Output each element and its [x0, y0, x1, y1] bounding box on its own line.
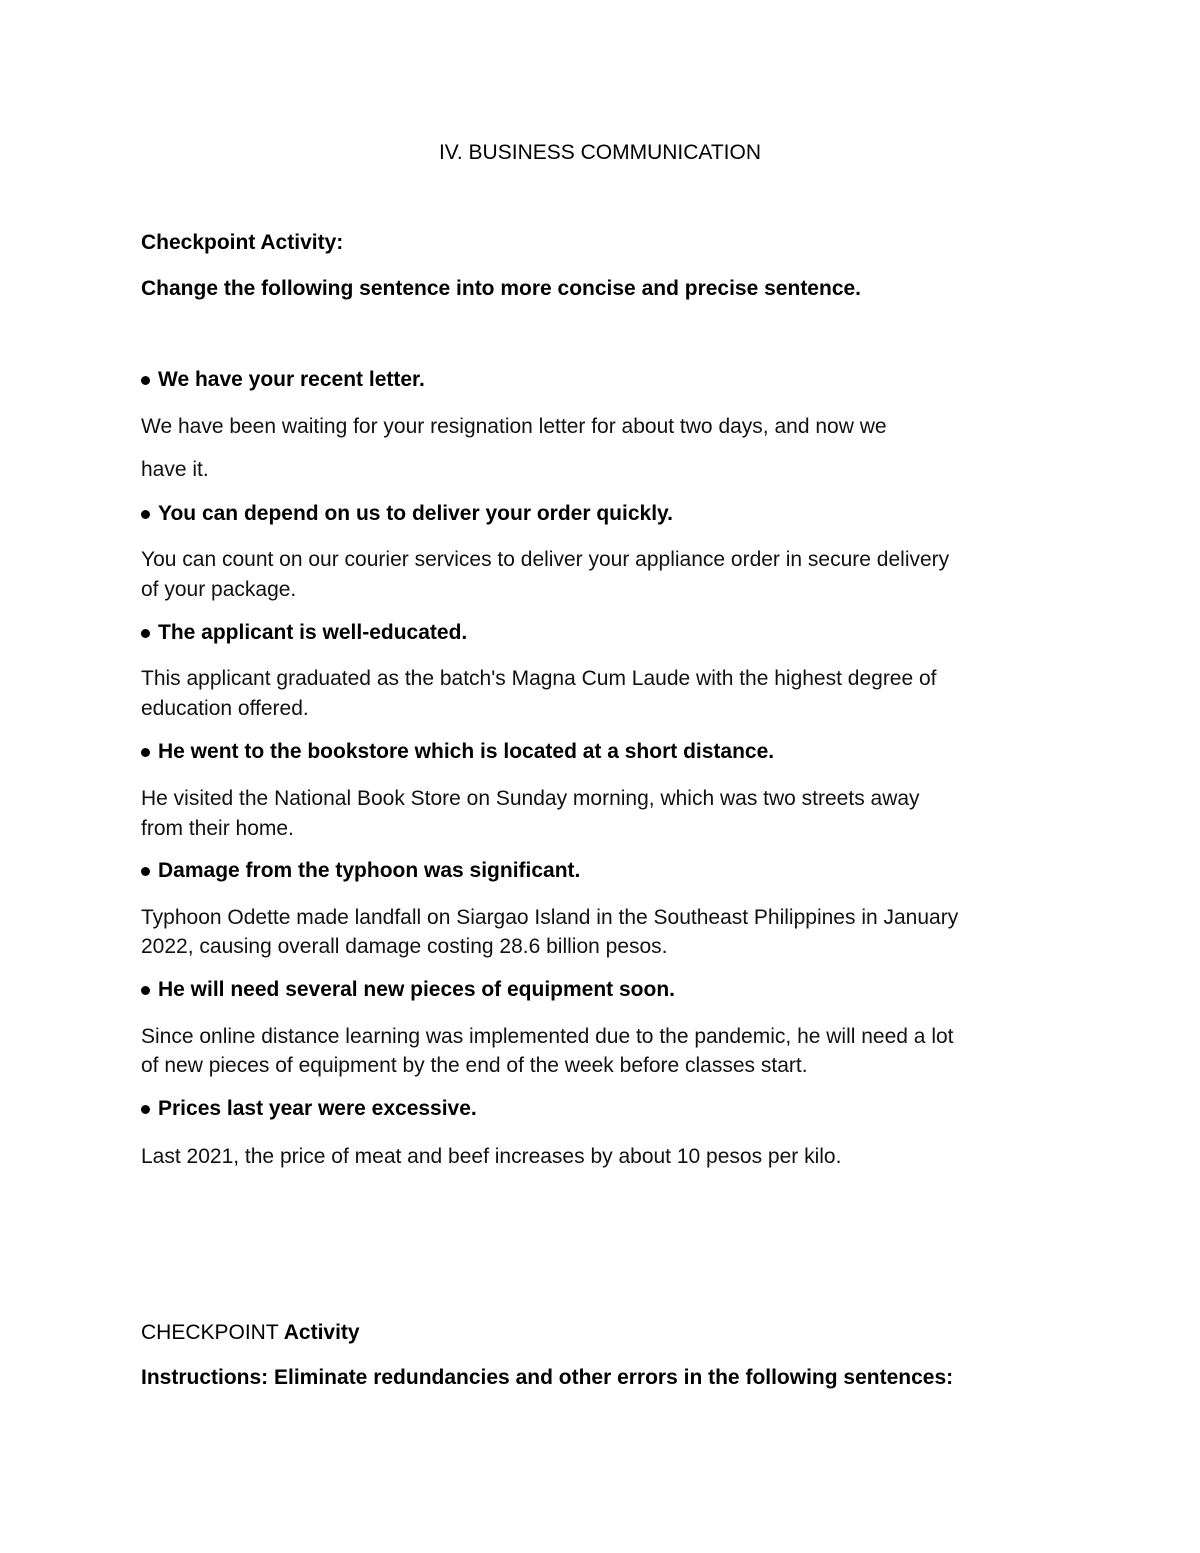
bullet-icon — [141, 986, 150, 995]
item-prompt-text: Prices last year were excessive. — [158, 1097, 477, 1120]
bullet-icon — [141, 510, 150, 519]
item-prompt — [141, 502, 673, 526]
item-answer-line: He visited the National Book Store on Sunday morning, which was two streets away — [141, 787, 920, 810]
item-answer-line: education offered. — [141, 697, 309, 720]
item-prompt-text: The applicant is well-educated. — [158, 621, 468, 644]
checkpoint2-prefix: CHECKPOINT — [141, 1321, 279, 1344]
item-answer-line: 2022, causing overall damage costing 28.6 billion pesos. — [141, 935, 668, 958]
bullet-icon — [141, 629, 150, 638]
page-title: IV. BUSINESS COMMUNICATION — [438, 141, 762, 164]
item-answer-line: of your package. — [141, 578, 297, 601]
item-prompt — [141, 740, 774, 764]
item-answer-line: Last 2021, the price of meat and beef increases by about 10 pesos per kilo. — [141, 1145, 842, 1168]
item-prompt-text: He went to the bookstore which is located at a short distance. — [158, 740, 775, 763]
bullet-icon — [141, 748, 150, 757]
bullet-icon — [141, 376, 150, 385]
item-answer-line: have it. — [141, 458, 209, 481]
item-prompt — [141, 621, 467, 645]
bullet-icon — [141, 1105, 150, 1114]
activity-instruction: Change the following sentence into more concise and precise sentence. — [141, 277, 862, 300]
item-prompt-text: You can depend on us to deliver your order quickly. — [158, 502, 673, 525]
item-answer-line: Typhoon Odette made landfall on Siargao Island in the Southeast Philippines in January — [141, 906, 959, 929]
checkpoint2-heading — [141, 1321, 360, 1345]
item-prompt-text: Damage from the typhoon was significant. — [158, 859, 581, 882]
item-prompt-text: We have your recent letter. — [158, 368, 425, 391]
item-answer-line: You can count on our courier services to deliver your appliance order in secure delivery — [141, 548, 950, 571]
item-prompt — [141, 1097, 477, 1121]
checkpoint2-suffix: Activity — [278, 1321, 360, 1344]
item-prompt-text: He will need several new pieces of equipment soon. — [158, 978, 675, 1001]
item-prompt — [141, 859, 580, 883]
item-answer-line: This applicant graduated as the batch's Magna Cum Laude with the highest degree of — [141, 667, 937, 690]
activity-heading: Checkpoint Activity: — [141, 231, 344, 254]
item-prompt — [141, 368, 425, 392]
item-answer-line: We have been waiting for your resignation letter for about two days, and now we — [141, 415, 887, 438]
item-answer-line: from their home. — [141, 817, 294, 840]
item-answer-line: Since online distance learning was implemented due to the pandemic, he will need a lot — [141, 1025, 954, 1048]
bullet-icon — [141, 867, 150, 876]
item-prompt — [141, 978, 675, 1002]
checkpoint2-instructions: Instructions: Eliminate redundancies and other errors in the following sentences: — [141, 1366, 954, 1389]
item-answer-line: of new pieces of equipment by the end of the week before classes start. — [141, 1054, 808, 1077]
